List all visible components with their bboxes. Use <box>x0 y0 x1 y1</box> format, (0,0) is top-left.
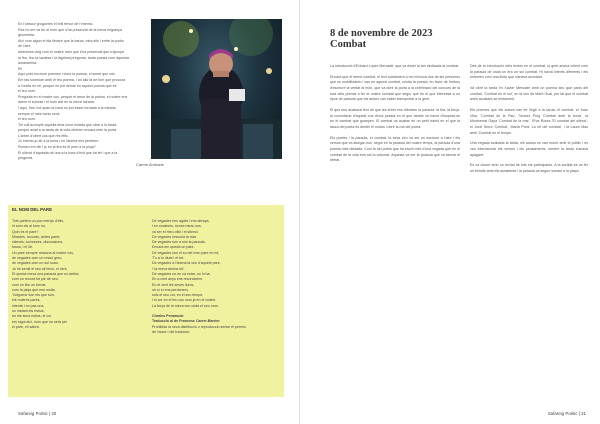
poem-box-line: De vegades a l'ànima la veu d'aquest pare, <box>152 261 221 266</box>
poem-box-line: com un record tot ple de neu, <box>12 277 59 282</box>
footer-left: Safareig Poètic | 20 <box>18 411 57 416</box>
poem-line: la fira, tinc la saviesa i la lagrimal pregunta, tanta poesia com aquesta <box>18 55 129 60</box>
poem-box-line: sols el seu cor, en el seu temps, <box>152 293 204 298</box>
poem-box-line: En a cent anys ens recordarem, <box>152 277 203 282</box>
poem-line: En l'obscur grogueres el brill fervor de l'enemic. <box>18 22 94 26</box>
poem-box-line: de vegades com un sol suau. <box>12 261 59 266</box>
poem-box-line: De vegades ressonà la mar. <box>152 234 197 239</box>
article-date: 8 de novembre de 2023 <box>330 28 433 39</box>
poem-box-line: Encara em queda un pare. <box>152 245 195 250</box>
poem-line: Així com algun el dia llevaré que la barca, mira ells i entre la pudor <box>18 38 124 43</box>
poem-line: a l'orella en mi, perquè es pot deixar en aquest poema que és <box>18 83 117 88</box>
photo-illustration <box>151 19 282 159</box>
article-paragraph: El que ens acabava fent dir que les línies ens dibuixen la paraula: la tria, la força, la connotació d'aquest cos d'una poesia en el que també va haver d'inspirar-se en el combat que guanyen. El combat va acabar en un petit tràmit en el que la tasca del poeta és desfer el nodus i obrir la mà del poeta. <box>330 107 460 129</box>
poem-line: amarantina. <box>18 61 37 66</box>
poem-text <box>18 22 147 162</box>
poem-box-line: els nostres pares, <box>12 298 41 303</box>
poem-line: Jo intento jo dir a la bona i en l'ànima ens perdrem. <box>18 139 100 144</box>
poem-box-line: en els seus estius, el cor <box>12 314 52 319</box>
poem-line: el teu nom. <box>18 89 36 94</box>
poem-line: duem el somnis i el món vist en la meva mirada. <box>18 100 95 105</box>
poem-box-line: En el vent les seves llums, <box>152 282 195 287</box>
article-paragraph: Una vegada acabada la tarda, els autors es van reunir amb el públic i es van intercanviar els versos i els pensaments, mentre la tarda s'anava apagant. <box>470 141 588 157</box>
poem-box-line: i el cor en el teu cos som ja en el nostre. <box>152 298 217 303</box>
poem-box-line: intentà i no pas una, <box>12 303 45 308</box>
article-paragraph: La introducció d'Eduard Lopez Mercadé, que va ésser la tan dedicada al combat. <box>330 64 459 68</box>
poem-box-line: Tots parlem un poc menys d'ells, <box>12 219 65 223</box>
poem-line: Em fas somriure amb el teu poema, i tot allò fa de fum que provoca <box>18 77 126 82</box>
poem-box-line: La força de la meva veu crida el seu nom. <box>152 303 219 308</box>
poem-box-line: el pare, ell sabrà. <box>12 324 40 329</box>
poem-box-line: va ser el meu ofici i el silenci. <box>152 229 199 234</box>
poem-box-column-2 <box>152 219 282 335</box>
poem-line: de l'aire, <box>18 44 32 49</box>
poem-box-line: com un lloc on tornar. <box>12 282 47 287</box>
poem-box-translation: Traducció al de Francesc Carrer-Barrier <box>152 319 220 324</box>
article-paragraph: Des de la introducció dels textos en el combat, la gent anava veient com la paraula de cada un era un sol combat. Hi havia intents diferents i els entenien com una lluita que s'anava acostant. <box>470 64 588 80</box>
poem-box-line: un instant els estius, <box>12 309 45 314</box>
poem-line: Ell <box>18 66 22 71</box>
poem-box-line: i en ocasions, sense mirar-nos, <box>152 224 202 229</box>
article-column-2 <box>470 64 588 180</box>
poem-box-line: 'i la meva ànima tot', <box>152 266 185 271</box>
poem-box-line: De vegades són el so del meu pare en mi, <box>152 250 220 255</box>
poem-box-column-1 <box>12 219 138 330</box>
article-column-1 <box>330 64 460 169</box>
article-paragraph: Els poemes que els autors van fer llegir a la tarda: el combat, el Joan Vilar, 'Combat de la Pau', l'Antoni Puig 'Combat amb la boira', la Montserrat Gaya 'Combat de la mar', l'Eva Roura 'El combat del silenci', el Jordi Serra 'Combat', Marta Pons 'La nit del combat', i la Laura Mas amb 'Combat en el temps'. <box>470 107 588 135</box>
poem-line: sempre el més bonic serà, <box>18 111 61 116</box>
poem-box-line: Quin és el pare? <box>12 229 39 234</box>
poem-box-line: Et queda meva una paraula que no arriba, <box>12 271 80 276</box>
poem-box-line: oh sí sí ens perdonem, <box>152 287 189 292</box>
poem-box-line: Un pare sempre ressona al nostre cos, <box>12 250 74 255</box>
article-heading: Combat <box>330 39 367 50</box>
poem-line: aleshores veig com el nostre món que s'ha preservat que s'apropa <box>18 49 124 54</box>
poem-box-line: fosca, i el llit. <box>12 245 33 250</box>
article-paragraph: Es va cloure amb un recital de tots els participants. A la sortida es va fer un brindis amb els assistents i la paraula va seguir sonant a la plaça. <box>470 163 588 173</box>
poem-box-note: de l'autor i del traductor. <box>152 329 191 334</box>
poem-box-line: De vegades no en va estar, no hi ha, <box>152 271 211 276</box>
poem-line: Aquí pots escriure poemes i viure la poesia, el sonet que sóc. <box>18 72 116 77</box>
poem-box-line: De vegades ens agafa i ens abraça, <box>152 219 210 223</box>
poem-line: El silenci d'aquesta nit una a la hora d'èxit que ha fet i que a la <box>18 150 118 155</box>
footer-right: Safareig Poètic | 21 <box>547 411 586 416</box>
poem-box-line: de vegades com un ressó greu, <box>12 256 63 261</box>
poem-box-line: silencis, somriures, discussions, <box>12 240 64 245</box>
poem-box-note: Prohibida la seva distribució o reproducció sense el permís <box>152 324 246 329</box>
poem-box-title: EL NOM DEL PARE <box>12 207 53 212</box>
article-title <box>330 28 432 50</box>
poem-line: Romeu em dic i jo en la fira és el preu a la pluja? <box>18 145 96 150</box>
poem-line: pregunta. <box>18 156 34 161</box>
poem-box-line: Jo he sentit el seu sil·lenci, el vent, <box>12 266 68 271</box>
poem-line: Pregunta en el nostre cos, perquè el amor de la palma, el nostre ens <box>18 94 128 99</box>
poem-box-line: 'Volguera' són els que són, <box>12 293 55 298</box>
poem-line: el teu nom. <box>18 117 36 122</box>
article-paragraph: Els poetes i la paraula, el combat: la seva veu va ser un escriure a l'aire i els versos que va atorgar-nos, segur en la paraula del nostre temps, la paraula d'una poesia més deixada. Com la del poeta que ha escrit més d'una vegada que en el combat de la vida ens cal la voluntat. Aquesta va ser la paraula que va tancar el debat. <box>330 135 460 163</box>
poem-line: Res no em va fer el món que s'ha preservat de la meva migranya <box>18 27 122 32</box>
photo-caption: Carme Andrade <box>135 162 164 167</box>
poem-box-line: em sigui així, nom que no serà per <box>12 319 68 324</box>
poem-box-line: De vegades són a són la paraula. <box>152 240 206 245</box>
poem-box-line: Mirades, records, cintes paret, <box>12 234 61 239</box>
poem-line: Tot vull acomplir aquella teva nova mirada que obre a la tarda, <box>18 122 118 127</box>
poem-box-line: com la pluja que ens mulla, <box>12 287 56 292</box>
poem-box-line: hi som els al fons nu, <box>12 224 46 229</box>
author-photo <box>151 19 282 159</box>
poem-box-line: 'Tu a tu diuen' el tot. <box>152 256 185 261</box>
poem-line: geometria. <box>18 33 35 38</box>
article-paragraph: Va obrir la tarda en Xavier Mercade amb un poema seu que parla del combat, 'Combat en el sol', en la veu de Martí Gual, per tal que el combat anés acostant-se lentament. <box>470 85 588 102</box>
poem-line: I aquí, fins i tot quan la cosa no pot ésser tornada a la mirada, <box>18 105 117 110</box>
poem-line: perquè aviat a la tarda de la vida obrirem encara més la porta. <box>18 128 118 133</box>
poem-box-author: Charles Peramude <box>152 314 184 319</box>
article-paragraph: Encara que el terme combat, el text sobtament a mi m'evoca dos de les persones que es mobilitzaren i van en aquest combat, contra la poesia, en favor de l'esforç d'escriure la veritat al món, que va obrir la porta a la celebració del concurs de la ruta dels premis a fer el nostre combat que segur que és el que interessa a un tipus de paraula que els autors van saber transportar a la gent. <box>330 74 460 102</box>
poem-line: L'arbre d'obert cos que res fèlic. <box>18 133 69 138</box>
